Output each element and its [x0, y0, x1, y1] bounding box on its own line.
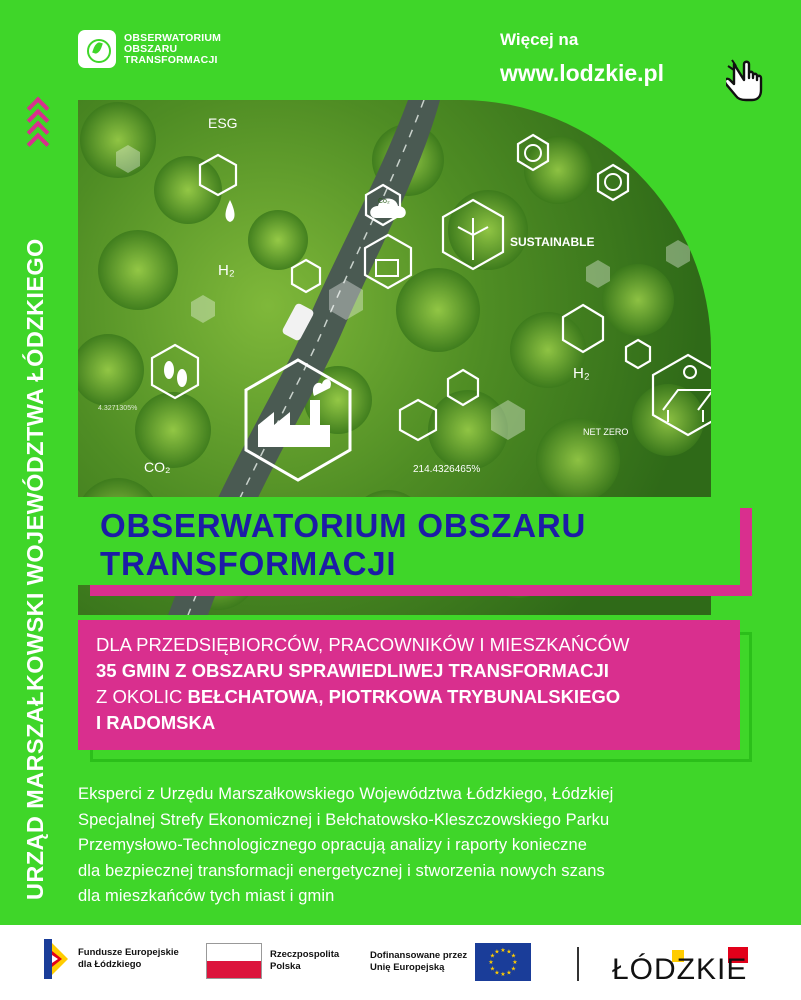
net-zero-label: NET ZERO	[583, 427, 629, 437]
more-label: Więcej na	[500, 30, 579, 49]
small-number-label: 4.3271305%	[98, 405, 138, 412]
logo-text	[124, 33, 221, 66]
h2-label-right: H₂	[573, 365, 590, 382]
svg-text:★: ★	[494, 969, 500, 977]
rp-label-2: Polska	[270, 961, 301, 972]
co2-label: CO₂	[144, 459, 171, 475]
subtitle-line-3-bold: BEŁCHATOWA, PIOTRKOWA TRYBUNALSKIEGO	[187, 686, 621, 707]
observatory-logo[interactable]	[78, 30, 221, 68]
fe-logo-group	[44, 939, 179, 979]
eu-label-2: Unię Europejską	[370, 962, 445, 973]
more-info	[500, 30, 664, 87]
eu-logo-group	[370, 943, 531, 981]
rp-logo-group	[206, 943, 339, 979]
solar-panel-icon	[376, 260, 398, 276]
subtitle-line-3-prefix: Z OKOLIC	[96, 686, 188, 707]
title-line-1: OBSERWATORIUM OBSZARU	[100, 507, 587, 544]
fe-label-1: Fundusze Europejskie	[78, 947, 179, 958]
water-drop-icon	[226, 200, 235, 222]
office-name: URZĄD MARSZAŁKOWSKI WOJEWÓDZTWA ŁÓDZKIEGO	[22, 238, 48, 900]
fe-logo-icon	[44, 939, 70, 979]
description-line: Specjalnej Strefy Ekonomicznej i Bełchatowsko-Kleszczowskiego Parku	[78, 810, 610, 829]
subtitle-line-4-wrap	[96, 710, 740, 736]
h2-label-left: H₂	[218, 262, 235, 279]
subtitle-line-2: 35 GMIN Z OBSZARU SPRAWIEDLIWEJ TRANSFORMACJI	[96, 660, 609, 681]
subtitle-line-1: DLA PRZEDSIĘBIORCÓW, PRACOWNIKÓW I MIESZKAŃCÓW	[96, 634, 630, 655]
svg-text:★: ★	[489, 965, 496, 973]
number-label: 214.4326465%	[413, 464, 481, 475]
description-line: dla bezpiecznej transformacji energetycznej i stworzenia nowych szans	[78, 861, 605, 880]
svg-text:★: ★	[500, 971, 506, 978]
subtitle-line-4: I RADOMSKA	[96, 712, 216, 733]
website-link[interactable]: www.lodzkie.pl	[500, 60, 664, 86]
svg-text:★: ★	[506, 948, 512, 956]
svg-text:★: ★	[506, 969, 512, 977]
chevron-up-icon	[30, 102, 46, 150]
subtitle-line-2-wrap	[96, 658, 740, 684]
eu-label-1: Dofinansowane przez	[370, 950, 468, 961]
description	[78, 782, 758, 910]
subtitle-line-3	[96, 684, 740, 710]
description-line: dla mieszkańców tych miast i gmin	[78, 887, 335, 905]
sustainable-label: SUSTAINABLE	[510, 235, 595, 249]
side-caption	[18, 165, 58, 900]
footprints-icon	[164, 361, 187, 387]
recycle-icon	[605, 174, 621, 190]
svg-text:★: ★	[489, 952, 496, 960]
rp-label	[270, 949, 339, 973]
svg-text:★: ★	[510, 952, 517, 960]
lodzkie-logo	[612, 947, 762, 983]
description-line: Eksperci z Urzędu Marszałkowskiego Województwa Łódzkiego, Łódzkiej	[78, 785, 614, 803]
description-line: Przemysłowo-Technologicznego opracują analizy i raporty konieczne	[78, 836, 588, 854]
logo-line-3: TRANSFORMACJI	[124, 53, 218, 66]
svg-text:★: ★	[512, 959, 518, 966]
eu-label	[370, 950, 467, 974]
title-line-2: TRANSFORMACJI	[100, 545, 397, 582]
hand-cursor-icon	[726, 58, 772, 104]
footer-divider	[577, 947, 579, 981]
svg-text:★: ★	[500, 947, 506, 954]
polish-flag-icon	[206, 943, 262, 979]
svg-text:★: ★	[488, 959, 494, 966]
funding-footer	[0, 925, 801, 1000]
logo-line-2: OBSZARU	[124, 42, 178, 55]
logo-line-1: OBSERWATORIUM	[124, 31, 222, 44]
svg-text:★: ★	[494, 948, 500, 956]
eu-flag-icon	[475, 943, 531, 981]
esg-label: ESG	[208, 115, 238, 131]
title-box	[78, 497, 740, 585]
co2-cloud-label: Co₂	[378, 198, 390, 205]
lodzkie-wordmark: ŁÓDZKIE	[612, 953, 748, 983]
fe-label-2: dla Łódzkiego	[78, 959, 142, 970]
fe-label	[78, 947, 179, 971]
svg-text:★: ★	[510, 965, 517, 973]
leaf-icon	[78, 30, 116, 68]
subtitle-box	[78, 620, 740, 750]
rp-label-1: Rzeczpospolita	[270, 949, 340, 960]
